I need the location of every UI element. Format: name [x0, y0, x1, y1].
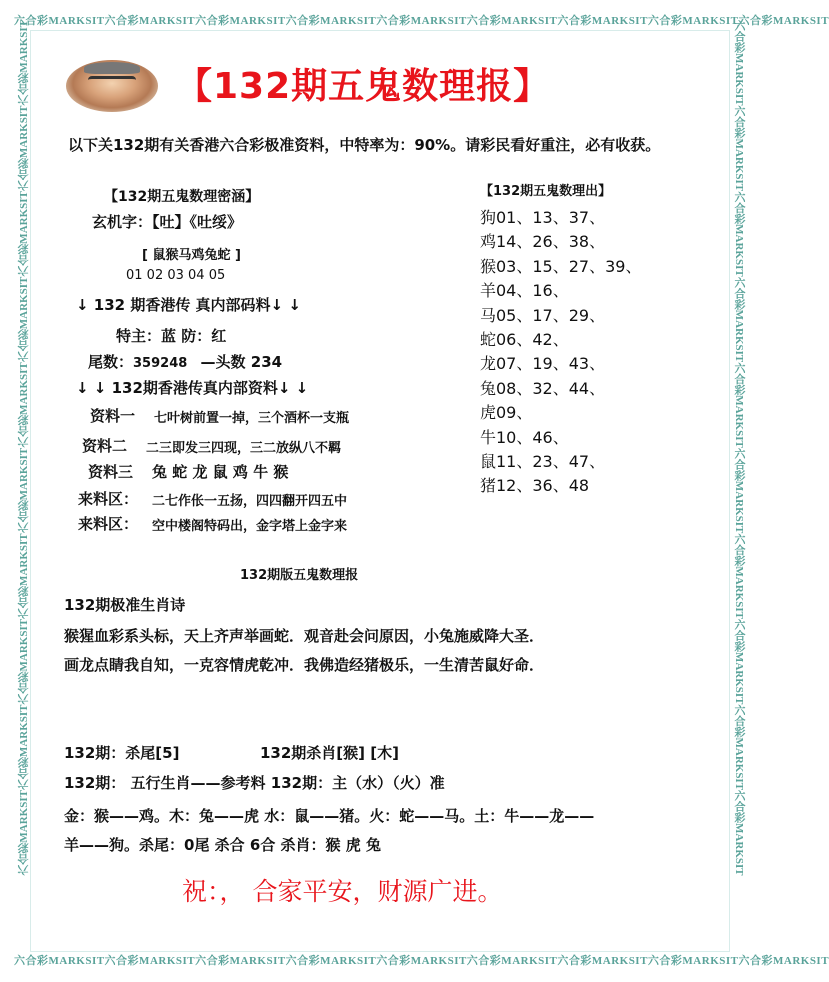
info1-text: 七叶树前置一掉，三个酒杯一支瓶 [154, 411, 350, 426]
list-item: 羊04、16、 [480, 281, 569, 301]
info2-text: 二三即发三四现，三二放纵八不羁 [146, 441, 342, 456]
info1-label: 资料一 [90, 407, 136, 425]
list-item: 马05、17、29、 [480, 305, 606, 325]
list-item: 猪12、36、48 [480, 476, 590, 496]
number-row: 01 02 03 04 05 [126, 268, 226, 283]
list-item: 龙07、19、43、 [480, 354, 606, 374]
head-values: —头数 234 [200, 353, 283, 371]
bottom-watermark-border: 六合彩MARKSIT六合彩MARKSIT六合彩MARKSIT六合彩MARKSIT六合彩MARKSIT六合彩MARKSIT六合彩MARKSIT六合彩MARKSIT六合彩MARKSIT [14, 955, 829, 967]
list-item: 鼠11、23、47、 [480, 452, 606, 472]
info-heading: ↓ ↓ 132期香港传真内部资料↓ ↓ [76, 379, 309, 397]
zodiac-bracket: [ 鼠猴马鸡兔蛇 ] [142, 248, 241, 263]
list-item: 牛10、46、 [480, 427, 569, 447]
area1-label: 来料区： [78, 490, 139, 508]
tail-label [88, 351, 282, 372]
poem-line-1: 猴猩血彩系头标，天上齐声举画蛇．观音赴会问原因，小兔施威降大圣． [64, 627, 545, 645]
info3-label: 资料三 [88, 463, 134, 481]
intro-text: 以下关132期有关香港六合彩极准资料，中特率为：90%。请彩民看好重注，必有收获。 [68, 136, 661, 154]
five-elements-line: 132期： 五行生肖——参考料 132期：主（水）（火）准 [64, 774, 445, 792]
info2-label: 资料二 [82, 437, 128, 455]
left-watermark-border: 六合彩MARKSIT六合彩MARKSIT六合彩MARKSIT六合彩MARKSIT六合彩MARKSIT六合彩MARKSIT六合彩MARKSIT六合彩MARKSIT六合彩MARKSIT六合彩MARKSIT [18, 20, 30, 876]
special-colors: 特主：蓝 防：红 [116, 327, 227, 345]
area2-label: 来料区： [78, 515, 139, 533]
portrait-glasses [88, 76, 136, 89]
area2-text: 空中楼阁特码出，金字塔上金字来 [152, 519, 348, 534]
right-watermark-border: 六合彩MARKSIT六合彩MARKSIT六合彩MARKSIT六合彩MARKSIT六合彩MARKSIT六合彩MARKSIT六合彩MARKSIT六合彩MARKSIT六合彩MARKSIT六合彩MARKSIT [733, 20, 745, 876]
portrait-avatar [66, 60, 158, 112]
elements-line-1: 金：猴——鸡。木：兔——虎 水：鼠——猪。火：蛇——马。土：牛——龙—— [64, 807, 595, 825]
mystery-word: 玄机字：【吐】《吐绥》 [92, 213, 243, 231]
info3-text: 兔 蛇 龙 鼠 鸡 牛 猴 [152, 463, 289, 481]
tail-label-text: 尾数： [88, 353, 134, 371]
list-item: 蛇06、42、 [480, 330, 569, 350]
blessing-text: 祝：， 合家平安，财源广进。 [182, 877, 503, 906]
list-item: 虎09、 [480, 403, 533, 423]
kill-zodiac: 132期杀肖[猴] [木] [260, 744, 399, 762]
right-heading: 【132期五鬼数理出】 [480, 184, 612, 199]
list-item: 鸡14、26、38、 [480, 232, 606, 252]
page-title: 【132期五鬼数理报】 [176, 66, 551, 107]
list-item: 猴03、15、27、39、 [480, 256, 642, 276]
poem-heading: 132期极准生肖诗 [64, 596, 186, 614]
cut-heading: 132期版五鬼数理报 [240, 568, 359, 583]
hk-code-heading: ↓ 132 期香港传 真内部码料↓ ↓ [76, 296, 301, 314]
poem-line-2: 画龙点睛我自知，一克容情虎乾冲．我佛造经猪极乐，一生清苦鼠好命． [64, 656, 545, 674]
area1-text: 二七作伥一五扬，四四翻开四五中 [152, 494, 348, 509]
elements-line-2: 羊——狗。杀尾：0尾 杀合 6合 杀肖：猴 虎 兔 [64, 836, 381, 854]
portrait-hair [84, 62, 140, 74]
list-item: 狗01、13、37、 [480, 208, 606, 227]
zodiac-number-list [480, 206, 641, 499]
mystery-heading: 【132期五鬼数理密涵】 [104, 189, 260, 205]
kill-tail: 132期：杀尾[5] [64, 744, 180, 762]
top-watermark-border: 六合彩MARKSIT六合彩MARKSIT六合彩MARKSIT六合彩MARKSIT六合彩MARKSIT六合彩MARKSIT六合彩MARKSIT六合彩MARKSIT六合彩MARKSIT [14, 15, 829, 27]
list-item: 兔08、32、44、 [480, 378, 606, 398]
tail-values: 359248 [133, 356, 188, 371]
